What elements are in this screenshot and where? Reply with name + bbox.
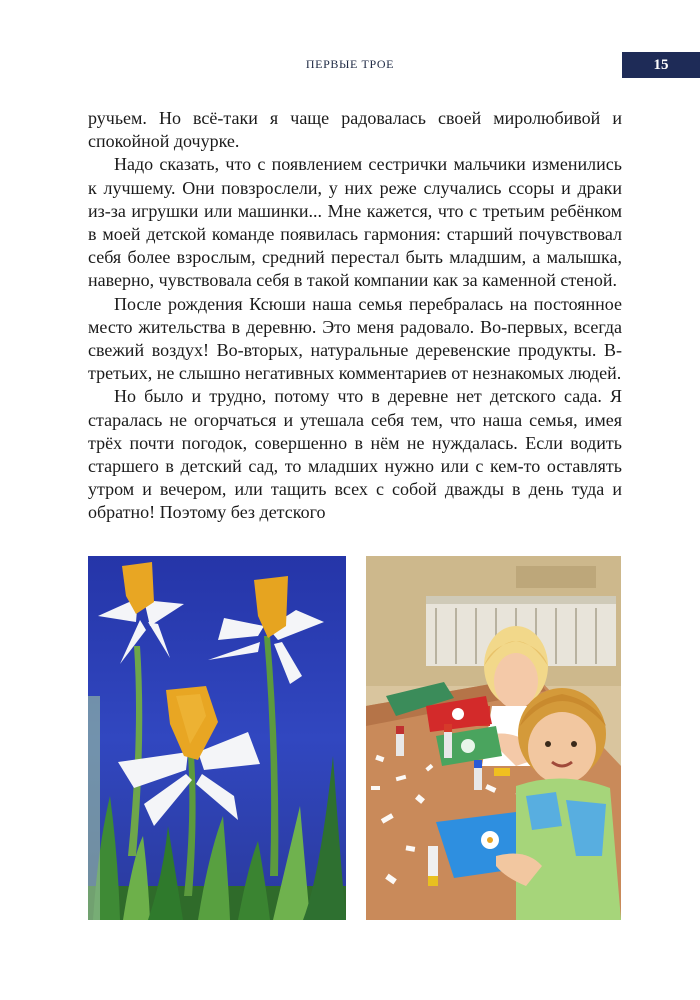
- page-number: 15: [622, 52, 700, 78]
- paragraph-2: Надо сказать, что с появлением сестрички мальчики изменились к лучшему. Они повзрослели, у них реже случались ссоры и драки из-за игрушки или машинки... Мне кажется, что с третьим ребёнком в моей детской команде появилась гармония: старший почувствовал себя более взрослым, средний перестал быть младшим, а малышка, наверно, чувствовала себя в такой компании как за каменной стеной.: [88, 154, 622, 291]
- daffodil-painting-photo: [88, 556, 346, 920]
- running-head: ПЕРВЫЕ ТРОЕ: [305, 57, 395, 71]
- paragraph-4: Но было и трудно, потому что в деревне нет детского сада. Я старалась не огорчаться и утешала себя тем, что наша семья, имея трёх почти погодок, совершенно в нём не нуждалась. Если водить старшего в детский сад, то младших нужно или с кем-то оставлять утром и вечером, или тащить всех с собой дважды в день туда и обратно! Поэтому без детского: [88, 386, 622, 523]
- paragraph-1: ручьем. Но всё-таки я чаще радовалась своей миролюбивой и спокойной дочурке.: [88, 108, 622, 152]
- paragraph-3: После рождения Ксюши наша семья перебралась на постоянное место жительства в деревню. Это меня радовало. Во-первых, всегда свежий воздух! Во-вторых, натуральные деревенские продукты. В-третьих, не слышно негативных комментариев от незнакомых людей.: [88, 293, 622, 384]
- body-text: [88, 107, 622, 525]
- children-crafts-photo: [366, 556, 621, 920]
